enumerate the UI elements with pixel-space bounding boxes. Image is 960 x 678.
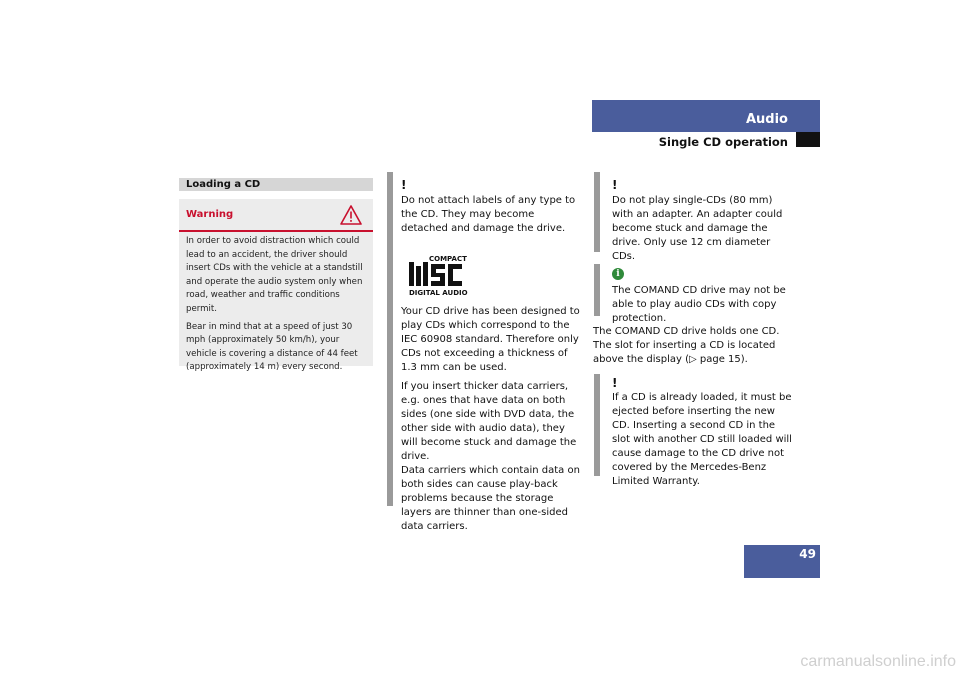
- paragraph: Your CD drive has been designed to play CDs which correspond to the IEC 60908 standard. Therefore only CDs not exceeding a thickness of 1.3 mm can be used.: [401, 306, 580, 373]
- info-icon: i: [612, 268, 624, 280]
- warning-text: [186, 235, 370, 379]
- info-bar: [594, 264, 600, 316]
- subsection-title: Loading a CD: [186, 179, 261, 190]
- info-text: The COMAND CD drive may not be able to play audio CDs with copy protection.: [612, 285, 786, 324]
- caution-text: Do not attach labels of any type to the CD. They may become detached and damage the drive.: [401, 195, 576, 234]
- notice-bar: [594, 172, 600, 252]
- page-number: 49: [799, 547, 816, 561]
- compact-disc-logo: [407, 254, 477, 296]
- warning-paragraph: Bear in mind that at a speed of just 30 mph (approximately 50 km/h), your vehicle is covering a distance of 44 feet (approximately 14 m) every second.: [186, 321, 358, 373]
- paragraph: If you insert thicker data carriers, e.g. ones that have data on both sides (one side with DVD data, the other side with audio data), they will become stuck and damage the drive.: [401, 381, 577, 462]
- warning-paragraph: In order to avoid distraction which could lead to an accident, the driver should insert CDs with the vehicle at a standstill and operate the audio system only when road, weather and traffic conditions permit.: [186, 236, 363, 314]
- caution-mark: !: [612, 376, 618, 390]
- notice-bar: [594, 374, 600, 476]
- paragraph: Data carriers which contain data on both sides can cause play-back problems because the storage layers are thinner than one-sided data carriers.: [401, 465, 580, 532]
- header-tab-marker: [796, 132, 820, 147]
- caution-text: If a CD is already loaded, it must be ejected before inserting the new CD. Inserting a second CD in the slot with another CD still loaded will cause damage to the CD drive not covered by the Mercedes-Benz Limited Warranty.: [612, 392, 792, 487]
- body-column-2: [401, 305, 581, 539]
- warning-divider: [179, 230, 373, 232]
- caution-text: Do not play single-CDs (80 mm) with an adapter. An adapter could become stuck and damage the drive. Only use 12 cm diameter CDs.: [612, 195, 783, 262]
- logo-compact-text: COMPACT: [429, 255, 467, 263]
- caution-mark: !: [612, 178, 618, 192]
- warning-label: Warning: [186, 209, 234, 220]
- body-column-3: The COMAND CD drive holds one CD. The slot for inserting a CD is located above the display (▷ page 15).: [593, 326, 780, 365]
- watermark: carmanualsonline.info: [800, 653, 956, 670]
- caution-mark: !: [401, 178, 407, 192]
- notice-bar: [387, 172, 393, 506]
- section-title: Single CD operation: [658, 135, 788, 149]
- chapter-title: Audio: [745, 112, 788, 127]
- warning-triangle-icon: [340, 205, 362, 225]
- logo-digital-audio-text: DIGITAL AUDIO: [409, 289, 468, 296]
